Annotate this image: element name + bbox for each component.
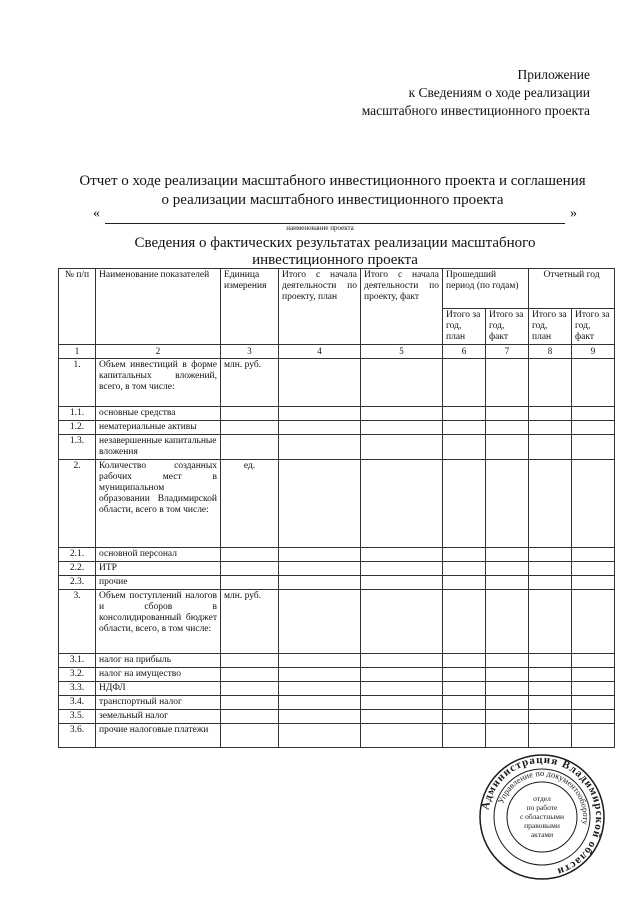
column-number: 5: [361, 345, 443, 359]
cell-past-fact: [486, 682, 529, 696]
table-row: [59, 460, 615, 548]
row-unit: млн. руб.: [221, 590, 279, 654]
cell-total-plan: [279, 590, 361, 654]
row-name: основной персонал: [96, 548, 221, 562]
cell-past-plan: [443, 562, 486, 576]
cell-year-plan: [529, 710, 572, 724]
cell-year-plan: [529, 562, 572, 576]
cell-past-fact: [486, 668, 529, 682]
cell-past-fact: [486, 548, 529, 562]
table-row: [59, 682, 615, 696]
cell-total-plan: [279, 654, 361, 668]
row-unit: [221, 576, 279, 590]
cell-total-fact: [361, 435, 443, 460]
cell-total-plan: [279, 562, 361, 576]
cell-total-fact: [361, 548, 443, 562]
row-unit: ед.: [221, 460, 279, 548]
cell-year-fact: [572, 590, 615, 654]
cell-past-plan: [443, 548, 486, 562]
quote-open: «: [93, 206, 100, 221]
column-number: 1: [59, 345, 96, 359]
cell-past-plan: [443, 460, 486, 548]
row-name: земельный налог: [96, 710, 221, 724]
cell-past-plan: [443, 359, 486, 407]
cell-total-fact: [361, 460, 443, 548]
cell-total-plan: [279, 407, 361, 421]
appendix-line-2: к Сведениям о ходе реализации: [408, 85, 590, 100]
row-name: прочие: [96, 576, 221, 590]
appendix-line-3: масштабного инвестиционного проекта: [361, 103, 590, 118]
cell-past-fact: [486, 710, 529, 724]
cell-total-fact: [361, 590, 443, 654]
row-unit: [221, 668, 279, 682]
cell-total-fact: [361, 710, 443, 724]
cell-total-fact: [361, 359, 443, 407]
row-num: 1.: [59, 359, 96, 407]
column-number: 2: [96, 345, 221, 359]
cell-year-plan: [529, 654, 572, 668]
cell-year-fact: [572, 359, 615, 407]
cell-past-plan: [443, 710, 486, 724]
row-num: 3.5.: [59, 710, 96, 724]
cell-total-plan: [279, 576, 361, 590]
row-unit: млн. руб.: [221, 359, 279, 407]
cell-total-fact: [361, 576, 443, 590]
seal-inner-text: Управление по документообороту: [495, 767, 592, 826]
cell-total-plan: [279, 682, 361, 696]
row-num: 2.1.: [59, 548, 96, 562]
section-title-line-1: Сведения о фактических результатах реализации масштабного: [134, 235, 536, 251]
cell-past-plan: [443, 435, 486, 460]
cell-total-plan: [279, 435, 361, 460]
header-num: № п/п: [59, 269, 96, 345]
seal-center-line: правовыми: [524, 821, 560, 830]
header-unit: Единица измерения: [221, 269, 279, 345]
header-total-plan: Итого с начала деятельности по проекту, план: [279, 269, 361, 345]
row-num: 3.2.: [59, 668, 96, 682]
cell-total-fact: [361, 682, 443, 696]
column-number-row: [59, 345, 615, 359]
cell-past-plan: [443, 696, 486, 710]
row-num: 3.: [59, 590, 96, 654]
section-title: [60, 235, 610, 269]
table-row: [59, 576, 615, 590]
column-number: 9: [572, 345, 615, 359]
row-unit: [221, 724, 279, 748]
row-name: ИТР: [96, 562, 221, 576]
cell-past-plan: [443, 668, 486, 682]
cell-past-plan: [443, 576, 486, 590]
cell-year-fact: [572, 696, 615, 710]
cell-past-fact: [486, 421, 529, 435]
seal-center-line: актами: [530, 830, 554, 839]
seal-center-line: с областными: [519, 812, 565, 821]
cell-past-fact: [486, 407, 529, 421]
column-number: 6: [443, 345, 486, 359]
cell-past-fact: [486, 562, 529, 576]
table-row: [59, 654, 615, 668]
cell-total-plan: [279, 724, 361, 748]
column-number: 4: [279, 345, 361, 359]
row-name: основные средства: [96, 407, 221, 421]
row-name: прочие налоговые платежи: [96, 724, 221, 748]
row-name: транспортный налог: [96, 696, 221, 710]
cell-past-fact: [486, 724, 529, 748]
cell-year-fact: [572, 435, 615, 460]
cell-year-plan: [529, 682, 572, 696]
row-num: 1.1.: [59, 407, 96, 421]
cell-total-fact: [361, 696, 443, 710]
header-past-year-fact: Итого за год, факт: [486, 309, 529, 345]
row-unit: [221, 562, 279, 576]
row-num: 1.3.: [59, 435, 96, 460]
row-name: Количество созданных рабочих мест в муниципальном образовании Владимирской области, всего в том числе:: [96, 460, 221, 548]
table-row: [59, 724, 615, 748]
cell-year-fact: [572, 548, 615, 562]
header-report-year: Отчетный год: [529, 269, 615, 309]
cell-year-plan: [529, 576, 572, 590]
cell-year-fact: [572, 654, 615, 668]
appendix-line-1: Приложение: [517, 67, 590, 82]
cell-year-fact: [572, 562, 615, 576]
report-title-line-2: о реализации масштабного инвестиционного проекта: [161, 192, 504, 208]
cell-past-fact: [486, 576, 529, 590]
cell-year-fact: [572, 724, 615, 748]
project-caption: наименование проекта: [286, 224, 354, 232]
cell-year-plan: [529, 724, 572, 748]
cell-total-plan: [279, 359, 361, 407]
section-title-line-2: инвестиционного проекта: [252, 252, 418, 268]
table-row: [59, 562, 615, 576]
report-title-line-1: Отчет о ходе реализации масштабного инвестиционного проекта и соглашения: [79, 173, 586, 189]
table-row: [59, 435, 615, 460]
cell-past-fact: [486, 696, 529, 710]
appendix-note: [362, 66, 590, 120]
cell-past-plan: [443, 724, 486, 748]
row-unit: [221, 407, 279, 421]
seal-outer-text: Администрация Владимирской области: [479, 753, 606, 878]
table-row: [59, 668, 615, 682]
cell-year-plan: [529, 590, 572, 654]
cell-total-fact: [361, 668, 443, 682]
table-row: [59, 421, 615, 435]
cell-past-plan: [443, 407, 486, 421]
cell-year-plan: [529, 548, 572, 562]
column-number: 3: [221, 345, 279, 359]
row-unit: [221, 435, 279, 460]
cell-year-fact: [572, 682, 615, 696]
row-name: незавершенные капитальные вложения: [96, 435, 221, 460]
cell-year-fact: [572, 668, 615, 682]
row-name: Объем поступлений налогов и сборов в консолидированный бюджет области, всего, в том числе:: [96, 590, 221, 654]
row-num: 3.1.: [59, 654, 96, 668]
row-unit: [221, 654, 279, 668]
row-name: НДФЛ: [96, 682, 221, 696]
header-name: Наименование показателей: [96, 269, 221, 345]
quote-close: »: [570, 206, 577, 221]
row-num: 1.2.: [59, 421, 96, 435]
table-row: [59, 548, 615, 562]
row-name: Объем инвестиций в форме капитальных вложений, всего, в том числе:: [96, 359, 221, 407]
cell-year-plan: [529, 668, 572, 682]
row-unit: [221, 696, 279, 710]
cell-year-plan: [529, 407, 572, 421]
table-row: [59, 359, 615, 407]
row-unit: [221, 548, 279, 562]
seal-center-line: отдел: [533, 794, 551, 803]
cell-total-plan: [279, 421, 361, 435]
cell-total-fact: [361, 421, 443, 435]
column-number: 7: [486, 345, 529, 359]
cell-year-plan: [529, 696, 572, 710]
cell-total-fact: [361, 562, 443, 576]
table-row: [59, 696, 615, 710]
cell-year-plan: [529, 421, 572, 435]
cell-past-fact: [486, 654, 529, 668]
row-unit: [221, 682, 279, 696]
row-num: 3.4.: [59, 696, 96, 710]
cell-past-fact: [486, 359, 529, 407]
cell-past-plan: [443, 682, 486, 696]
header-past-year-plan: Итого за год, план: [443, 309, 486, 345]
row-num: 2.: [59, 460, 96, 548]
cell-total-plan: [279, 460, 361, 548]
row-num: 2.2.: [59, 562, 96, 576]
table-row: [59, 590, 615, 654]
column-number: 8: [529, 345, 572, 359]
cell-total-plan: [279, 710, 361, 724]
cell-past-fact: [486, 435, 529, 460]
cell-past-plan: [443, 421, 486, 435]
cell-year-fact: [572, 421, 615, 435]
row-name: нематериальные активы: [96, 421, 221, 435]
cell-year-fact: [572, 710, 615, 724]
seal-center-text: [520, 794, 564, 839]
table-row: [59, 407, 615, 421]
header-total-fact: Итого с начала деятельности по проекту, факт: [361, 269, 443, 345]
row-num: 3.3.: [59, 682, 96, 696]
cell-year-plan: [529, 435, 572, 460]
row-unit: [221, 710, 279, 724]
row-name: налог на имущество: [96, 668, 221, 682]
cell-year-fact: [572, 407, 615, 421]
cell-total-fact: [361, 724, 443, 748]
cell-total-plan: [279, 548, 361, 562]
cell-year-fact: [572, 576, 615, 590]
cell-year-plan: [529, 460, 572, 548]
cell-past-fact: [486, 590, 529, 654]
cell-total-plan: [279, 696, 361, 710]
results-table: [58, 268, 615, 748]
row-num: 2.3.: [59, 576, 96, 590]
cell-past-plan: [443, 590, 486, 654]
project-name-line: [93, 206, 577, 226]
header-report-year-fact: Итого за год, факт: [572, 309, 615, 345]
cell-past-plan: [443, 654, 486, 668]
header-past-period: Прошедший период (по годам): [443, 269, 529, 309]
official-seal: [478, 753, 606, 881]
cell-total-fact: [361, 407, 443, 421]
report-title: [60, 172, 605, 210]
cell-total-plan: [279, 668, 361, 682]
row-name: налог на прибыль: [96, 654, 221, 668]
seal-center-line: по работе: [526, 803, 558, 812]
cell-total-fact: [361, 654, 443, 668]
table-row: [59, 710, 615, 724]
row-unit: [221, 421, 279, 435]
cell-year-fact: [572, 460, 615, 548]
cell-year-plan: [529, 359, 572, 407]
header-report-year-plan: Итого за год, план: [529, 309, 572, 345]
cell-past-fact: [486, 460, 529, 548]
row-num: 3.6.: [59, 724, 96, 748]
